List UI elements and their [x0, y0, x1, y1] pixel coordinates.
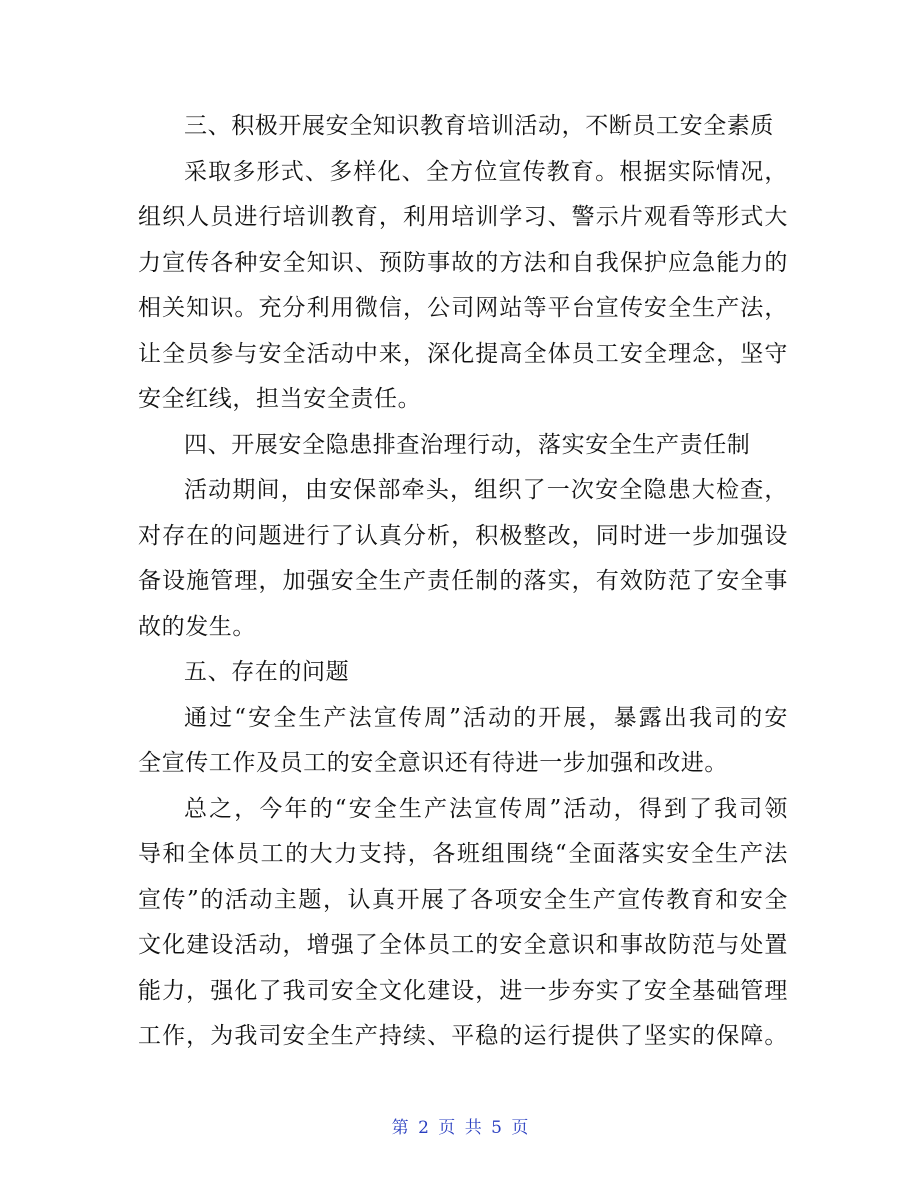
text-line: 采取多形式、多样化、全方位宣传教育。根据实际情况，	[184, 158, 788, 185]
page-number: 第 2 页 共 5 页	[391, 1118, 529, 1138]
text-line: 全宣传工作及员工的安全意识还有待进一步加强和改进。	[138, 750, 728, 776]
text-line: 力宣传各种安全知识、预防事故的方法和自我保护应急能力的	[138, 249, 788, 276]
text-line: 宣传”的活动主题，认真开展了各项安全生产宣传教育和安全	[138, 886, 788, 913]
text-line: 导和全体员工的大力支持，各班组围绕“全面落实安全生产法	[138, 841, 788, 867]
text-line: 对存在的问题进行了认真分析，积极整改，同时进一步加强设	[138, 522, 788, 549]
text-line: 文化建设活动，增强了全体员工的安全意识和事故防范与处置	[138, 932, 788, 958]
text-line: 总之，今年的“安全生产法宣传周”活动，得到了我司领	[184, 795, 788, 822]
text-line: 让全员参与安全活动中来，深化提高全体员工安全理念，坚守	[138, 340, 788, 367]
text-line: 备设施管理，加强安全生产责任制的落实，有效防范了安全事	[138, 568, 788, 594]
text-line: 相关知识。充分利用微信，公司网站等平台宣传安全生产法，	[138, 295, 788, 321]
text-line: 安全红线，担当安全责任。	[138, 386, 422, 412]
text-line: 通过“安全生产法宣传周”活动的开展，暴露出我司的安	[184, 704, 788, 731]
text-line: 工作，为我司安全生产持续、平稳的运行提供了坚实的保障。	[138, 1023, 788, 1049]
text-line: 能力，强化了我司安全文化建设，进一步夯实了安全基础管理	[138, 977, 788, 1004]
document-body	[138, 104, 788, 1060]
text-line: 五、存在的问题	[184, 659, 350, 685]
text-line: 故的发生。	[138, 613, 256, 640]
text-line: 三、积极开展安全知识教育培训活动，不断员工安全素质	[184, 113, 774, 139]
text-line: 四、开展安全隐患排查治理行动，落实安全生产责任制	[184, 431, 751, 458]
text-line: 活动期间，由安保部牵头，组织了一次安全隐患大检查，	[184, 477, 788, 503]
text-line: 组织人员进行培训教育，利用培训学习、警示片观看等形式大	[138, 204, 788, 230]
